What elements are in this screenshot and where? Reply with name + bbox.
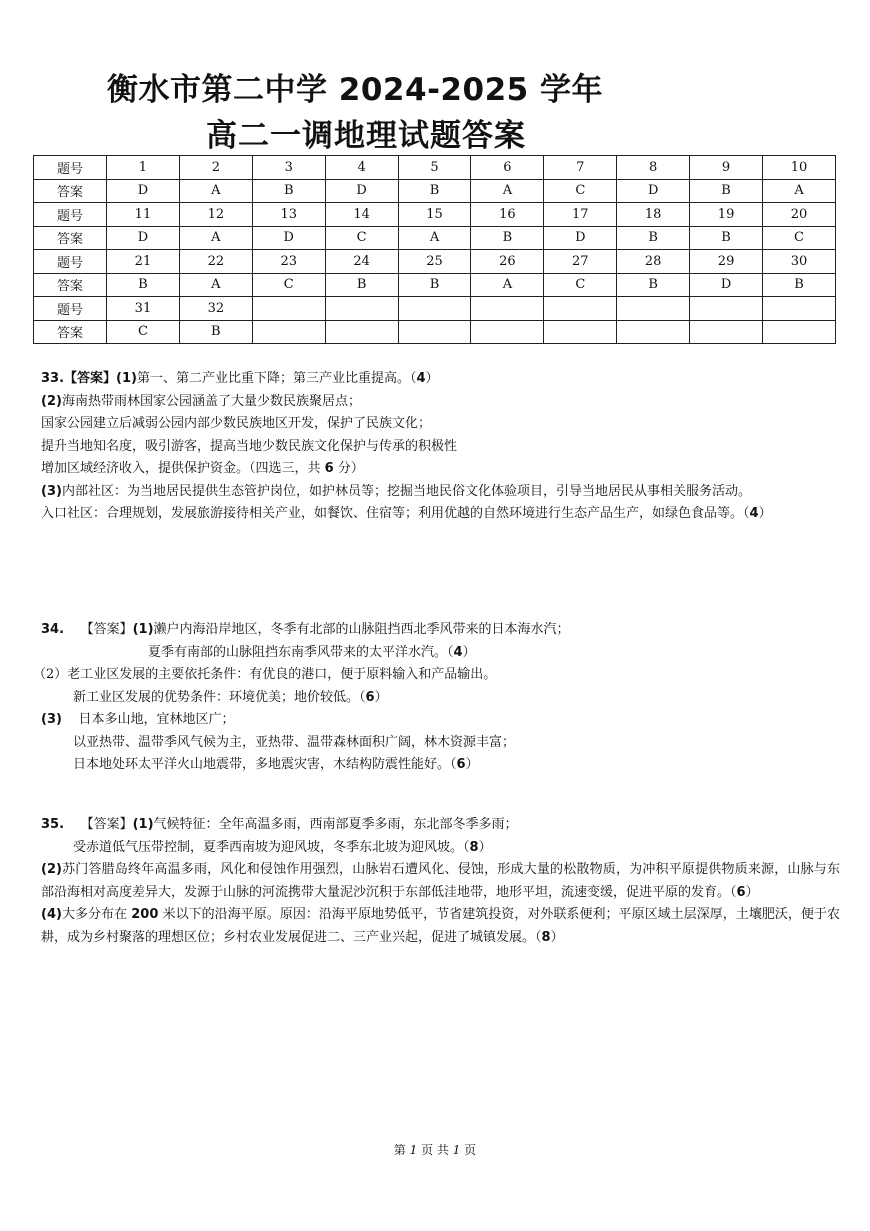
answer-row (34, 226, 836, 250)
answer-35 (41, 814, 840, 949)
q34-line2-end: ） (462, 644, 476, 660)
q34-tag: 【答案】 (80, 622, 133, 637)
answer-cell: B (617, 273, 690, 297)
page-footer (0, 1141, 870, 1158)
answer-cell: A (471, 273, 544, 297)
question-number-cell: 30 (763, 250, 836, 274)
question-number-cell: 23 (252, 250, 325, 274)
row-label: 答案 (34, 179, 107, 203)
q34-line2-score: 4 (453, 644, 463, 660)
question-number-cell (690, 297, 763, 321)
answer-cell: B (690, 226, 763, 250)
question-number-cell (252, 297, 325, 321)
question-number-cell: 20 (763, 203, 836, 227)
title-line-1: 衡水市第二中学 2024-2025 学年 (107, 72, 604, 108)
q33-part3-mark: (3) (41, 483, 62, 499)
question-number-cell: 12 (179, 203, 252, 227)
q35-part4-text-a: 大多分布在 (61, 907, 132, 922)
question-number-cell: 31 (107, 297, 180, 321)
q34-part1-mark: (1) (132, 622, 154, 637)
row-label: 题号 (34, 203, 107, 227)
row-label: 答案 (34, 226, 107, 250)
q35-part1-mark: (1) (132, 817, 154, 832)
answer-cell: B (617, 226, 690, 250)
answer-cell: C (763, 226, 836, 250)
question-number-cell: 8 (617, 156, 690, 180)
answer-cell (471, 320, 544, 344)
answer-cell: D (544, 226, 617, 250)
question-number-cell: 24 (325, 250, 398, 274)
answer-cell: A (471, 179, 544, 203)
q35-part2-text: 苏门答腊岛终年高温多雨，风化和侵蚀作用强烈，山脉岩石遭风化、侵蚀，形成大量的松散物质，为冲积平原提供物质来源，山脉与东部沿海相对高度差异大，发源于山脉的河流携带大量泥沙沉积于东部低洼地带，地形平坦，流速变缓，促进平原的发育。（ (41, 862, 840, 900)
q33-line3: 国家公园建立后减弱公园内部少数民族地区开发，保护了民族文化； (41, 416, 432, 431)
question-number-cell: 4 (325, 156, 398, 180)
answer-33 (41, 368, 840, 526)
answer-cell: D (107, 179, 180, 203)
answer-cell: A (179, 226, 252, 250)
question-number-cell: 27 (544, 250, 617, 274)
question-number-cell: 32 (179, 297, 252, 321)
question-number-cell (763, 297, 836, 321)
q33-part3-text2: 入口社区：合理规划，发展旅游接待相关产业，如餐饮、住宿等；利用优越的自然环境进行生态产品生产，如绿色食品等。（ (41, 506, 750, 521)
row-label: 题号 (34, 156, 107, 180)
q35-part4-text-b: 米以下的沿海平原。原因：沿海平原地势低平，节省建筑投资，对外联系便利；平原区域土层深厚，土壤肥沃，便于农耕，成为乡村聚落的理想区位；乡村农业发展促进二、三产业兴起，促进了城镇发展。（ (41, 907, 840, 945)
question-number-cell: 17 (544, 203, 617, 227)
question-number-cell (325, 297, 398, 321)
question-number-cell: 2 (179, 156, 252, 180)
q33-part2-mark: (2) (41, 393, 62, 409)
answer-cell: B (763, 273, 836, 297)
q35-part4-score: 8 (541, 929, 551, 945)
q34-line4-text: 新工业区发展的优势条件：环境优美；地价较低。（ (73, 689, 366, 705)
answer-row (34, 320, 836, 344)
q35-part1-text: 气候特征：全年高温多雨，西南部夏季多雨，东北部冬季多雨； (153, 817, 518, 832)
question-number-cell (471, 297, 544, 321)
answer-row (34, 273, 836, 297)
question-number-cell: 19 (690, 203, 763, 227)
q35-tag: 【答案】 (80, 817, 133, 832)
q35-line2-text: 受赤道低气压带控制，夏季西南坡为迎风坡，冬季东北坡为迎风坡。（ (73, 839, 470, 855)
question-number-cell: 25 (398, 250, 471, 274)
row-label: 题号 (34, 297, 107, 321)
question-number-cell: 6 (471, 156, 544, 180)
question-number-cell: 18 (617, 203, 690, 227)
q34-number: 34. (41, 622, 65, 637)
title-line-2: 高二一调地理试题答案 (206, 118, 526, 154)
q33-part3-text: 内部社区：为当地居民提供生态管护岗位，如护林员等；挖掘当地民俗文化体验项目，引导当地居民从事相关服务活动。 (61, 483, 751, 499)
q33-line5-end: 分） (333, 461, 364, 476)
q35-number: 35. (41, 817, 65, 832)
question-number-cell: 13 (252, 203, 325, 227)
answer-cell: B (471, 226, 544, 250)
question-number-row (34, 156, 836, 180)
question-number-row (34, 250, 836, 274)
question-number-cell (544, 297, 617, 321)
q34-line4-end: ） (374, 689, 388, 705)
q33-line5-score: 6 (324, 461, 334, 476)
answer-row (34, 179, 836, 203)
answer-cell (252, 320, 325, 344)
answer-table (33, 155, 836, 344)
q35-part2-end: ） (745, 884, 759, 900)
q33-part3-end: ） (758, 506, 772, 521)
question-number-cell: 26 (471, 250, 544, 274)
q33-tag: 【答案】 (64, 371, 117, 386)
answer-cell: A (179, 273, 252, 297)
q34-line7-text: 日本地处环太平洋火山地震带，多地震灾害，木结构防震性能好。（ (73, 757, 457, 772)
answer-cell (325, 320, 398, 344)
answer-cell: D (107, 226, 180, 250)
q35-part2-score: 6 (736, 884, 746, 900)
question-number-cell: 7 (544, 156, 617, 180)
answer-cell: B (398, 273, 471, 297)
answer-cell: B (107, 273, 180, 297)
footer-suffix: 页 (460, 1143, 477, 1157)
q34-line7-end: ） (465, 757, 479, 772)
question-number-cell: 5 (398, 156, 471, 180)
answer-cell: B (690, 179, 763, 203)
answer-cell: A (763, 179, 836, 203)
answer-cell: B (398, 179, 471, 203)
q33-part1-mark: (1) (116, 371, 137, 386)
footer-middle: 页 共 (417, 1143, 453, 1157)
q34-part3-text: 日本多山地，宜林地区广； (78, 712, 235, 727)
question-number-cell: 22 (179, 250, 252, 274)
question-number-row (34, 297, 836, 321)
q33-part2-text: 海南热带雨林国家公园涵盖了大量少数民族聚居点； (61, 393, 361, 409)
question-number-cell (617, 297, 690, 321)
footer-page-number: 1 (409, 1143, 418, 1157)
question-number-cell: 11 (107, 203, 180, 227)
answer-cell: C (544, 179, 617, 203)
q33-line4: 提升当地知名度，吸引游客，提高当地少数民族文化保护与传承的积极性 (41, 438, 458, 454)
q33-part1-end: ） (425, 371, 439, 386)
q33-line5-text: 增加区域经济收入，提供保护资金。（四选三，共 (41, 461, 325, 476)
question-number-cell: 1 (107, 156, 180, 180)
q34-part1-text: 濑户内海沿岸地区，冬季有北部的山脉阻挡西北季风带来的日本海水汽； (153, 622, 570, 637)
answer-cell (398, 320, 471, 344)
question-number-cell: 29 (690, 250, 763, 274)
q34-part2-mark: （2） (33, 667, 68, 682)
q34-line2-text: 夏季有南部的山脉阻挡东南季风带来的太平洋水汽。（ (148, 644, 454, 660)
question-number-cell (398, 297, 471, 321)
answer-cell (544, 320, 617, 344)
answer-cell: A (398, 226, 471, 250)
question-number-row (34, 203, 836, 227)
footer-prefix: 第 (393, 1143, 410, 1157)
answer-cell: B (325, 273, 398, 297)
q33-part1-text: 第一、第二产业比重下降；第三产业比重提高。（ (136, 371, 417, 386)
footer-total-pages: 1 (452, 1143, 461, 1157)
q35-part4-end: ） (550, 929, 564, 945)
answer-cell: D (252, 226, 325, 250)
q34-part2-text: 老工业区发展的主要依托条件：有优良的港口，便于原料输入和产品输出。 (67, 667, 497, 682)
answer-cell: C (544, 273, 617, 297)
answer-cell: B (252, 179, 325, 203)
answer-cell (690, 320, 763, 344)
q35-part4-mark: (4) (41, 907, 62, 922)
answer-cell: A (179, 179, 252, 203)
answer-cell (763, 320, 836, 344)
answer-cell (617, 320, 690, 344)
answer-cell: B (179, 320, 252, 344)
question-number-cell: 14 (325, 203, 398, 227)
answer-34 (33, 619, 840, 777)
q33-number: 33. (41, 371, 65, 386)
q35-line2-score: 8 (469, 839, 479, 855)
q34-line6: 以亚热带、温带季风气候为主，亚热带、温带森林面积广阔，林木资源丰富； (73, 734, 516, 750)
question-number-cell: 9 (690, 156, 763, 180)
row-label: 答案 (34, 273, 107, 297)
answer-cell: C (107, 320, 180, 344)
answer-cell: C (325, 226, 398, 250)
q35-part2-mark: (2) (41, 862, 62, 877)
question-number-cell: 21 (107, 250, 180, 274)
q34-line7-score: 6 (456, 757, 466, 772)
q34-part3-mark: (3) (41, 712, 62, 727)
q35-line2-end: ） (478, 839, 492, 855)
question-number-cell: 15 (398, 203, 471, 227)
q34-line4-score: 6 (365, 689, 375, 705)
question-number-cell: 28 (617, 250, 690, 274)
row-label: 答案 (34, 320, 107, 344)
answer-cell: C (252, 273, 325, 297)
q35-part4-number: 200 (131, 907, 159, 922)
answer-cell: D (617, 179, 690, 203)
answer-cell: D (690, 273, 763, 297)
question-number-cell: 3 (252, 156, 325, 180)
answer-cell: D (325, 179, 398, 203)
q33-part3-score: 4 (749, 506, 759, 521)
question-number-cell: 16 (471, 203, 544, 227)
row-label: 题号 (34, 250, 107, 274)
q33-part1-score: 4 (416, 371, 426, 386)
question-number-cell: 10 (763, 156, 836, 180)
